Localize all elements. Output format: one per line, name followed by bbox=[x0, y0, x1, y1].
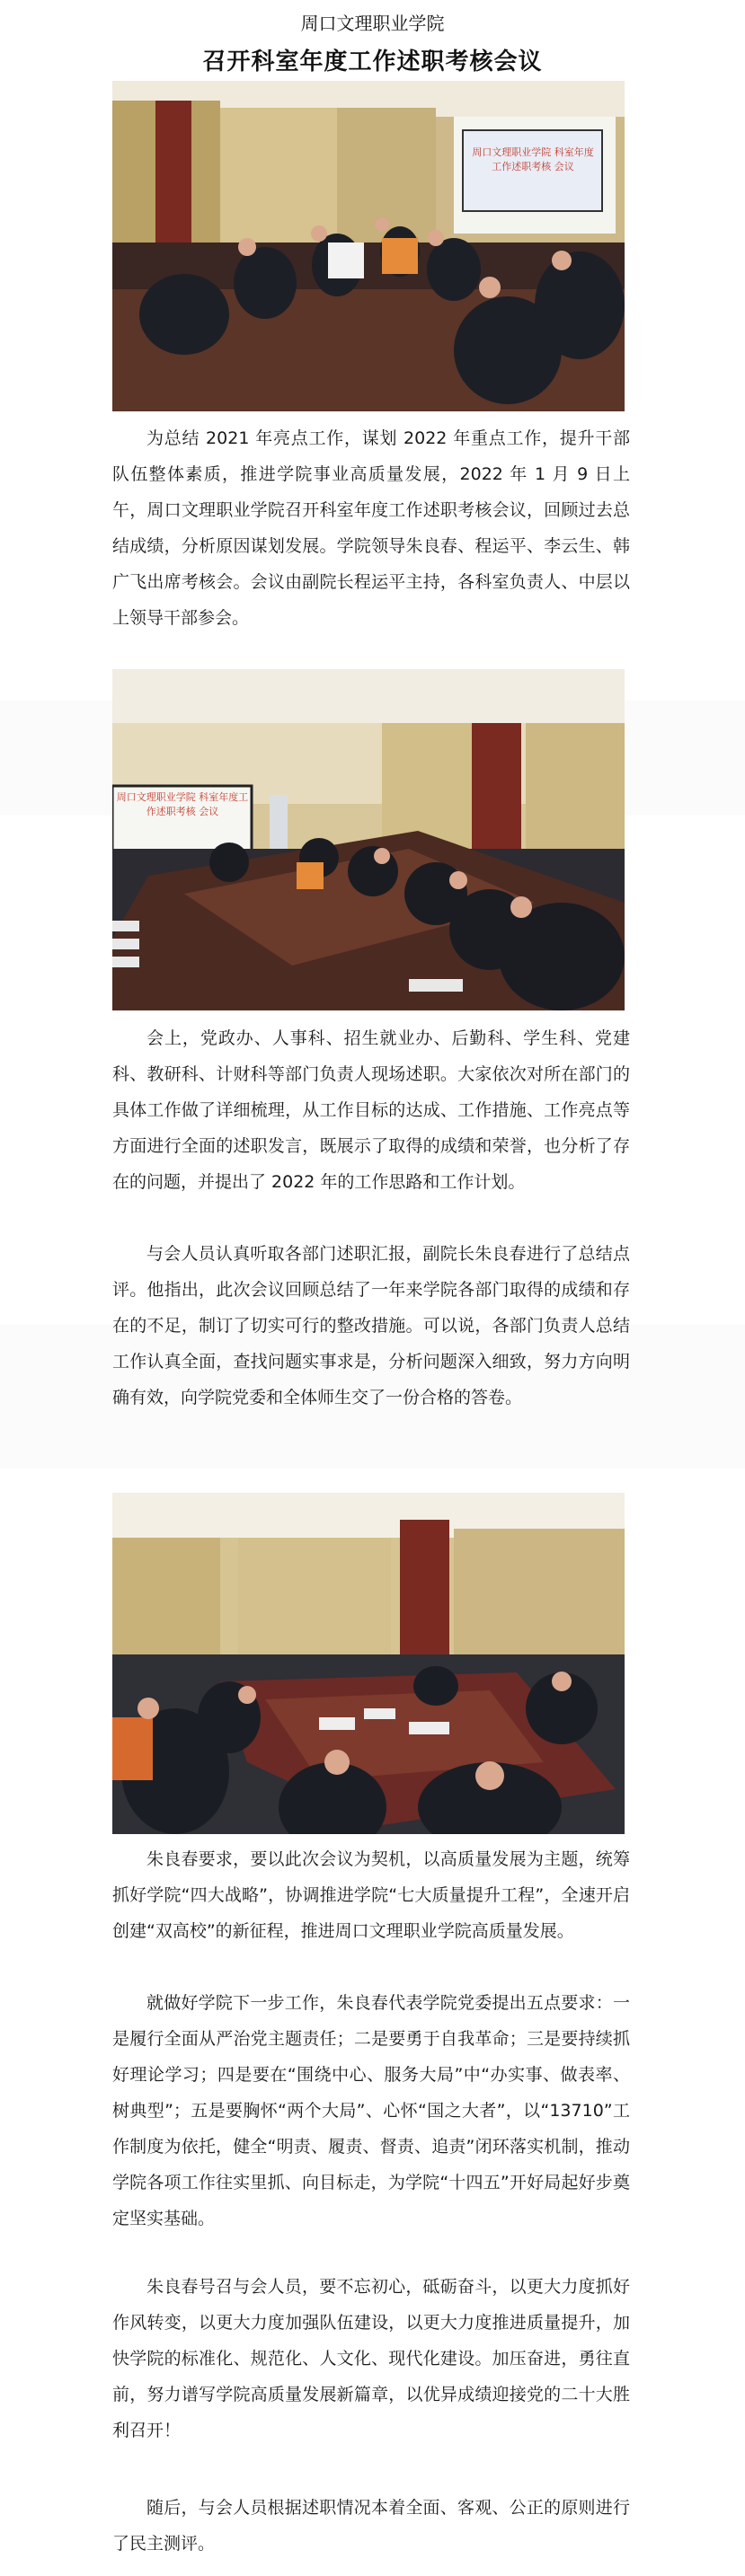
paragraph-5: 就做好学院下一步工作，朱良春代表学院党委提出五点要求：一是履行全面从严治党主题责任；二是要勇于自我革命；三是要持续抓好理论学习；四是要在“围绕中心、服务大局”中“办实事、做表率、树典型”；五是要胸怀“两个大局”、心怀“国之大者”，以“13710”工作制度为依托，健全“明责、履责、督责、追责”闭环落实机制，推动学院各项工作往实里抓、向目标走，为学院“十四五”开好局起好步奠定坚实基础。 bbox=[112, 1993, 630, 2228]
meeting-photo-3-image bbox=[112, 1493, 625, 1834]
meeting-photo-1 bbox=[112, 81, 625, 411]
meeting-photo-1-image bbox=[112, 81, 625, 411]
org-name: 周口文理职业学院 bbox=[300, 13, 445, 34]
projection-screen-text: 周口文理职业学院 科室年度工作述职考核 会议 bbox=[116, 791, 249, 817]
paragraph-3: 与会人员认真听取各部门述职汇报，副院长朱良春进行了总结点评。他指出，此次会议回顾总结了一年来学院各部门取得的成绩和存在的不足，制订了切实可行的整改措施。可以说，各部门负责人总结工作认真全面，查找问题实事求是，分析问题深入细致，努力方向明确有效，向学院党委和全体师生交了一份合格的答卷。 bbox=[112, 1244, 630, 1407]
meeting-photo-2-image bbox=[112, 669, 625, 1010]
paragraph-4: 朱良春要求，要以此次会议为契机，以高质量发展为主题，统筹抓好学院“四大战略”，协调推进学院“七大质量提升工程”，全速开启创建“双高校”的新征程，推进周口文理职业学院高质量发展。 bbox=[112, 1849, 630, 1941]
meeting-photo-2 bbox=[112, 669, 625, 1010]
paragraph-6: 朱良春号召与会人员，要不忘初心，砥砺奋斗，以更大力度抓好作风转变，以更大力度加强队伍建设，以更大力度推进质量提升，加快学院的标准化、规范化、人文化、现代化建设。加压奋进，勇往直前，努力谱写学院高质量发展新篇章，以优异成绩迎接党的二十大胜利召开！ bbox=[112, 2277, 630, 2440]
projection-screen-text: 周口文理职业学院 科室年度工作述职考核 会议 bbox=[472, 146, 594, 172]
paragraph-1: 为总结 2021 年亮点工作，谋划 2022 年重点工作，提升干部队伍整体素质，推进学院事业高质量发展，2022 年 1 月 9 日上午，周口文理职业学院召开科室年度工作述职考核会议，回顾过去总结成绩，分析原因谋划发展。学院领导朱良春、程运平、李云生、韩广飞出席考核会。会议由副院长程运平主持，各科室负责人、中层以上领导干部参会。 bbox=[112, 428, 630, 628]
article-title: 召开科室年度工作述职考核会议 bbox=[202, 49, 543, 75]
meeting-photo-3 bbox=[112, 1493, 625, 1834]
paragraph-2: 会上，党政办、人事科、招生就业办、后勤科、学生科、党建科、教研科、计财科等部门负责人现场述职。大家依次对所在部门的具体工作做了详细梳理，从工作目标的达成、工作措施、工作亮点等方面进行全面的述职发言，既展示了取得的成绩和荣誉，也分析了存在的问题，并提出了 2022 年的工作思路和工作计划。 bbox=[112, 1028, 630, 1192]
paragraph-7: 随后，与会人员根据述职情况本着全面、客观、公正的原则进行了民主测评。 bbox=[112, 2498, 630, 2554]
